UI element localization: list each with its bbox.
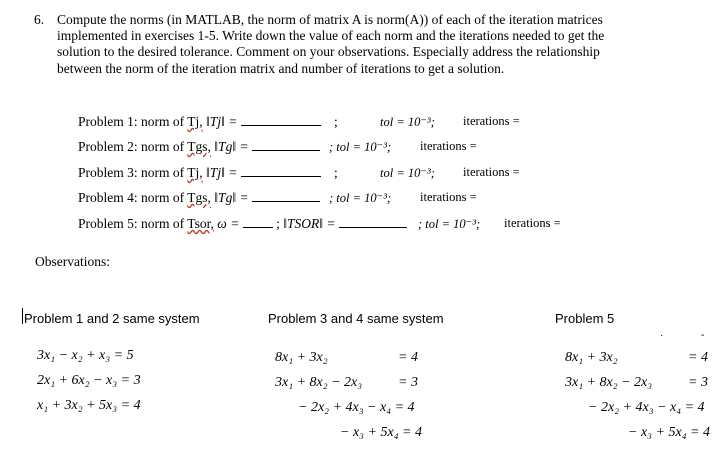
system-2-heading: Problem 3 and 4 same system xyxy=(268,311,444,326)
system-1-equation: x₁ + 3x₂ + 5x₃ = 4 xyxy=(37,398,141,413)
system-3-equation-lhs: 8x₁ + 3x₂ xyxy=(565,350,618,365)
text-cursor xyxy=(22,308,23,324)
problem-3-iterations: iterations = xyxy=(463,165,520,179)
system-1-equation: 3x₁ − x₂ + x₃ = 5 xyxy=(37,348,134,363)
problem-1-label: Problem 1: norm of xyxy=(78,114,185,129)
problem-3-norm-blank[interactable] xyxy=(241,165,321,177)
problem-5-tol: ; tol = 10⁻³; xyxy=(418,217,481,231)
problem-4-row xyxy=(78,190,320,206)
problem-5-omega: ω = xyxy=(217,216,240,231)
problem-2-norm-blank[interactable] xyxy=(252,139,320,151)
problem-4-norm-blank[interactable] xyxy=(252,190,320,202)
problem-5-omega-blank[interactable] xyxy=(243,216,273,228)
problem-1-iterations: iterations = xyxy=(463,114,520,128)
problem-4-iterations: iterations = xyxy=(420,190,477,204)
problem-3-norm-symbol: ‖Tj‖ = xyxy=(206,165,238,180)
question-number: 6. xyxy=(34,12,45,27)
problem-3-label: Problem 3: norm of xyxy=(78,165,185,180)
system-3-equation-lhs: − x₃ + 5x₄ = 4 xyxy=(628,425,711,440)
stray-mark-icon: ˙ xyxy=(660,334,664,345)
problem-2-method: Tgs, xyxy=(187,139,211,154)
problem-5-norm-symbol: ‖TSOR‖ = xyxy=(283,216,336,231)
system-2-equation-lhs: 3x₁ + 8x₂ − 2x₃ xyxy=(275,375,363,390)
system-2-equation-lhs: − 2x₂ + 4x₃ − x₄ = 4 xyxy=(298,400,415,415)
problem-5-method: Tsor, xyxy=(187,216,214,231)
problem-5-norm-blank[interactable] xyxy=(339,216,407,228)
system-2-equation-lhs: 8x₁ + 3x₂ xyxy=(275,350,328,365)
problem-4-tol: ; tol = 10⁻³; xyxy=(329,191,392,205)
system-3-equation-rhs: = 4 xyxy=(688,350,708,365)
problem-1-row xyxy=(78,114,321,130)
problem-5-iterations: iterations = xyxy=(504,216,561,230)
system-2-equation-lhs: − x₃ + 5x₄ = 4 xyxy=(340,425,423,440)
observations-label: Observations: xyxy=(35,254,110,269)
system-1-equation: 2x₁ + 6x₂ − x₃ = 3 xyxy=(37,373,141,388)
system-3-heading: Problem 5 xyxy=(555,311,615,326)
system-1-heading: Problem 1 and 2 same system xyxy=(24,311,200,326)
system-2-equation-rhs: = 4 xyxy=(398,350,418,365)
problem-3-method: Tj, xyxy=(187,165,203,180)
problem-1-norm-blank[interactable] xyxy=(241,114,321,126)
system-3-equation-lhs: 3x₁ + 8x₂ − 2x₃ xyxy=(565,375,653,390)
system-3-equation-rhs: = 3 xyxy=(688,375,708,390)
question-text: Compute the norms (in MATLAB, the norm of matrix A is norm(A)) of each of the iteration matrices implemented in exercises 1-5. Write down the value of each norm and the iterations needed to get the solution to the desired tolerance. Comment on your observations. Especially address the relationship between the norm of the iteration matrix and number of iterations to get a solution. xyxy=(57,12,605,76)
problem-1-semicolon: ; xyxy=(334,114,338,129)
problem-1-norm-symbol: ‖Tj‖ = xyxy=(206,114,238,129)
problem-3-row xyxy=(78,165,321,181)
stray-mark-icon: ˆ xyxy=(701,334,705,345)
system-2-equation-rhs: = 3 xyxy=(398,375,418,390)
problem-2-row xyxy=(78,139,320,155)
system-3-equation-lhs: − 2x₂ + 4x₃ − x₄ = 4 xyxy=(588,400,705,415)
problem-2-tol: ; tol = 10⁻³; xyxy=(329,140,392,154)
problem-2-norm-symbol: ‖Tg‖ = xyxy=(214,139,249,154)
problem-1-tol: tol = 10⁻³; xyxy=(380,115,435,129)
problem-3-tol: tol = 10⁻³; xyxy=(380,166,435,180)
problem-2-label: Problem 2: norm of xyxy=(78,139,185,154)
problem-5-label: Problem 5: norm of xyxy=(78,216,185,231)
problem-5-omega-semicolon: ; xyxy=(276,216,280,231)
problem-4-method: Tgs, xyxy=(187,190,211,205)
problem-2-iterations: iterations = xyxy=(420,139,477,153)
problem-3-semicolon: ; xyxy=(334,165,338,180)
problem-5-row xyxy=(78,216,407,232)
problem-1-method: Tj, xyxy=(187,114,203,129)
problem-4-label: Problem 4: norm of xyxy=(78,190,185,205)
problem-4-norm-symbol: ‖Tg‖ = xyxy=(214,190,249,205)
